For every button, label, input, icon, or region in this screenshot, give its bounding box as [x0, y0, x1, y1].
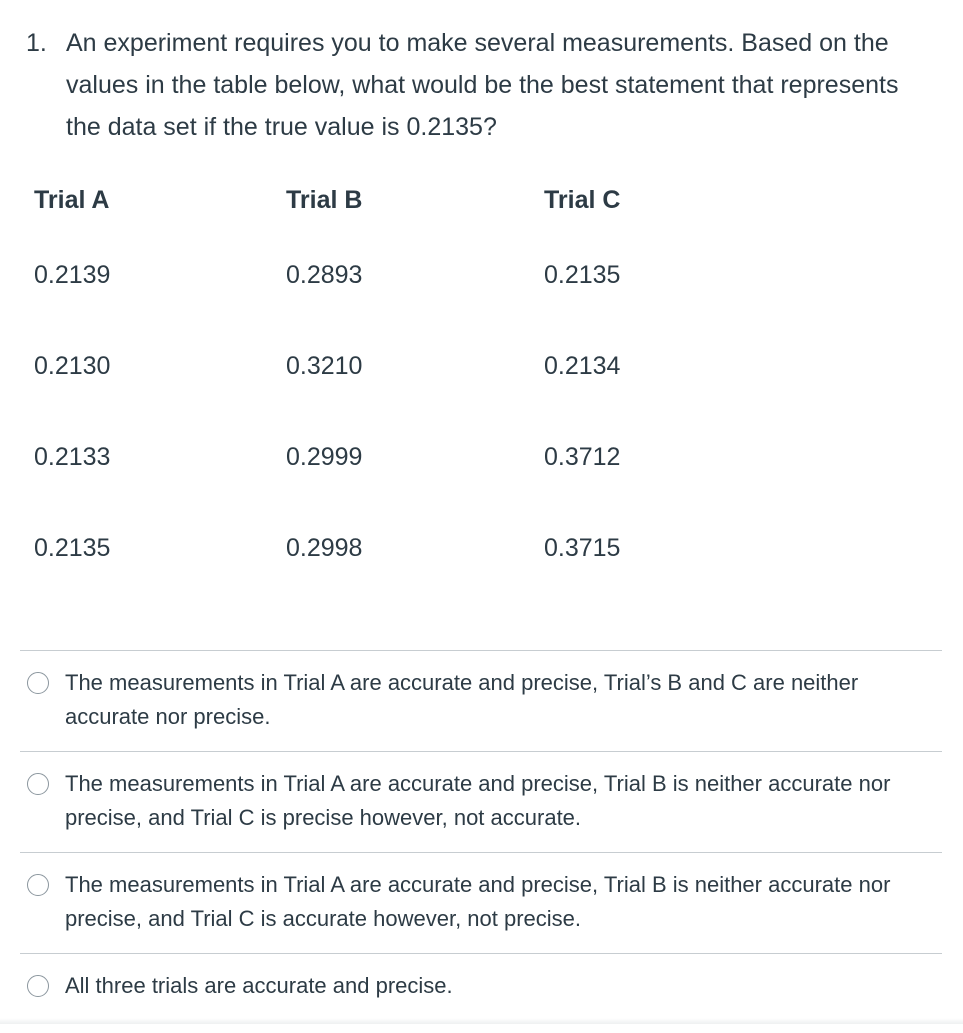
table-row: [34, 230, 814, 321]
table-cell: 0.2135: [544, 261, 621, 289]
question-text: An experiment requires you to make several measurements. Based on the values in the table below, what would be the best statement that represents the data set if the true value is 0.2135?: [66, 29, 899, 141]
radio-button[interactable]: [27, 975, 49, 997]
table-row: [34, 503, 814, 594]
table-header-row: [34, 170, 814, 230]
answer-option-1[interactable]: [20, 650, 942, 751]
answer-text[interactable]: The measurements in Trial A are accurate and precise, Trial B is neither accurate nor precise, and Trial C is precise however, not accurate.: [65, 771, 891, 830]
table-cell: 0.2999: [286, 443, 363, 471]
answer-list: [20, 650, 942, 1033]
answer-text[interactable]: The measurements in Trial A are accurate and precise, Trial B is neither accurate nor precise, and Trial C is accurate however, not precise.: [65, 872, 891, 931]
table-row: [34, 321, 814, 412]
table-cell: 0.2134: [544, 352, 621, 380]
header-trial-b: Trial B: [286, 185, 363, 214]
header-trial-a: Trial A: [34, 185, 110, 214]
radio-button[interactable]: [27, 672, 49, 694]
table-cell: 0.3715: [544, 534, 621, 562]
table-cell: 0.3712: [544, 443, 621, 471]
answer-option-3[interactable]: [20, 852, 942, 953]
answer-text[interactable]: The measurements in Trial A are accurate and precise, Trial’s B and C are neither accurate nor precise.: [65, 670, 859, 729]
radio-button[interactable]: [27, 773, 49, 795]
table-row: [34, 412, 814, 503]
answer-text[interactable]: All three trials are accurate and precise.: [65, 973, 453, 998]
header-trial-c: Trial C: [544, 185, 621, 214]
table-cell: 0.2998: [286, 534, 363, 562]
measurements-table: [34, 170, 814, 594]
table-cell: 0.2893: [286, 261, 363, 289]
answer-option-2[interactable]: [20, 751, 942, 852]
table-cell: 0.2135: [34, 534, 111, 562]
question-block: [26, 22, 926, 148]
table-cell: 0.2139: [34, 261, 111, 289]
table-cell: 0.2130: [34, 352, 111, 380]
radio-button[interactable]: [27, 874, 49, 896]
question-number: 1.: [26, 29, 47, 57]
table-cell: 0.3210: [286, 352, 363, 380]
bottom-divider: [0, 1018, 963, 1024]
table-cell: 0.2133: [34, 443, 111, 471]
